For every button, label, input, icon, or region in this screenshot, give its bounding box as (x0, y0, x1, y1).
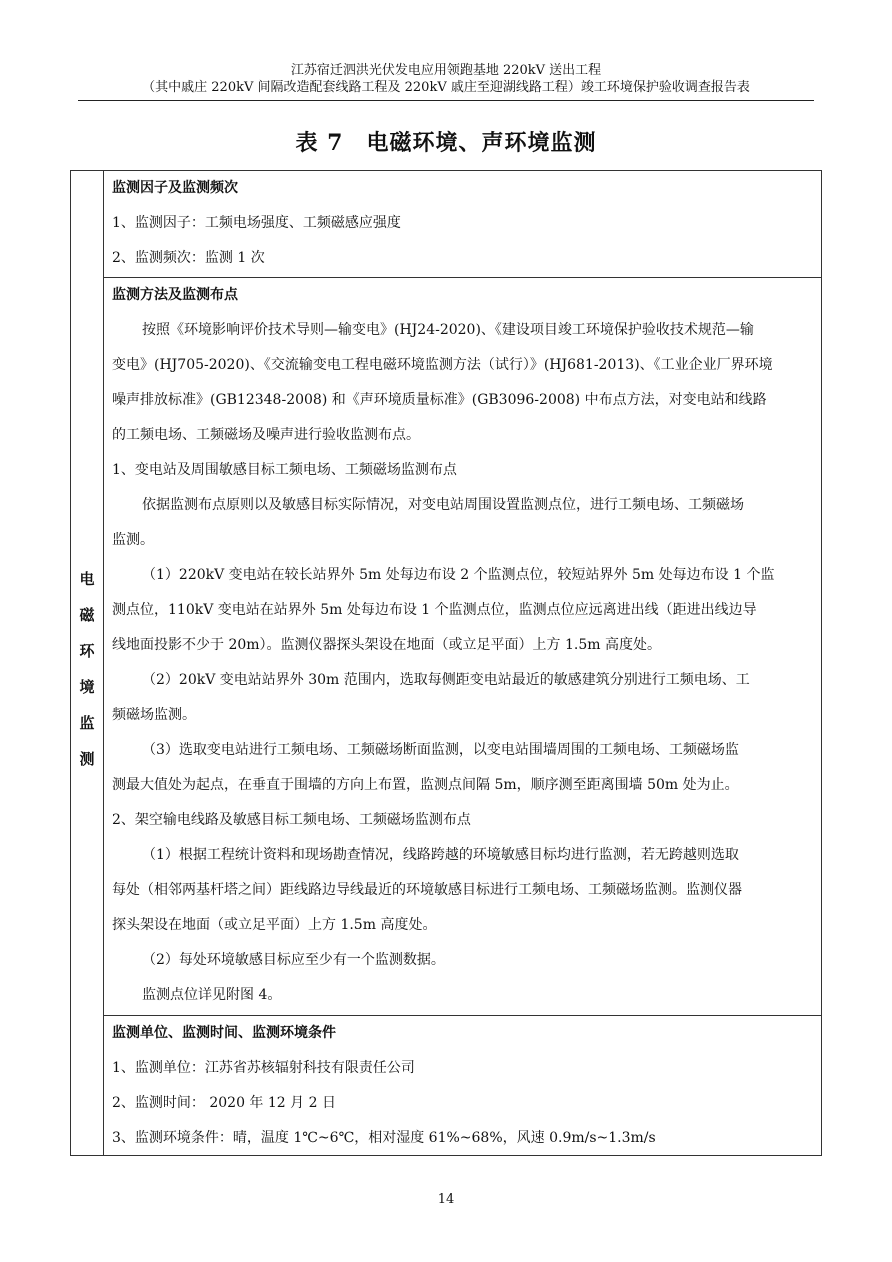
header-line-2: （其中戚庄 220kV 间隔改造配套线路工程及 220kV 戚庄至迎湖线路工程）竣工环境保护验收调查报告表 (142, 80, 750, 95)
text-line: （3）选取变电站进行工频电场、工频磁场断面监测，以变电站围墙周围的工频电场、工频磁场监 (142, 742, 739, 758)
text-line: （2）20kV 变电站站界外 30m 范围内，选取每侧距变电站最近的敏感建筑分别进行工频电场、工 (142, 672, 750, 688)
text-line: 每处（相邻两基杆塔之间）距线路边导线最近的环境敏感目标进行工频电场、工频磁场监测。监测仪器 (112, 882, 742, 898)
text-line: （1）220kV 变电站在较长站界外 5m 处每边布设 2 个监测点位，较短站界外 5m 处每边布设 1 个监 (142, 567, 775, 583)
section-heading: 监测方法及监测布点 (112, 287, 238, 303)
text-line: 监测点位详见附图 4。 (142, 987, 282, 1003)
text-line: 频磁场监测。 (112, 707, 196, 723)
text-line: 的工频电场、工频磁场及噪声进行验收监测布点。 (112, 427, 420, 443)
text-line: 2、监测时间： 2020 年 12 月 2 日 (112, 1095, 336, 1111)
section-factors (104, 171, 822, 276)
text-line: 依据监测布点原则以及敏感目标实际情况，对变电站周围设置监测点位，进行工频电场、工频磁场 (142, 497, 744, 513)
side-label-char: 磁 (79, 606, 95, 624)
text-line: 探头架设在地面（或立足平面）上方 1.5m 高度处。 (112, 917, 437, 933)
section-heading: 监测单位、监测时间、监测环境条件 (112, 1025, 336, 1041)
header-line-1: 江苏宿迁泗洪光伏发电应用领跑基地 220kV 送出工程 (290, 63, 602, 78)
text-line: 测点位，110kV 变电站在站界外 5m 处每边布设 1 个监测点位，监测点位应远离进出线（距进出线边导 (112, 602, 757, 618)
report-header (0, 62, 892, 96)
text-line: 3、监测环境条件：晴，温度 1℃~6℃，相对湿度 61%~68%，风速 0.9m/s~1.3m/s (112, 1130, 656, 1146)
text-line: 2、架空输电线路及敏感目标工频电场、工频磁场监测布点 (112, 812, 471, 828)
monitoring-table (70, 170, 822, 1156)
side-label-char: 电 (79, 570, 95, 588)
section-heading: 监测因子及监测频次 (112, 180, 238, 196)
side-label-column (71, 171, 104, 1155)
page-number: 14 (437, 1192, 455, 1207)
side-label-char: 监 (79, 714, 95, 732)
text-line: 2、监测频次：监测 1 次 (112, 250, 265, 266)
header-rule (78, 100, 814, 101)
page-title: 表 7 电磁环境、声环境监测 (295, 130, 597, 156)
text-line: （2）每处环境敏感目标应至少有一个监测数据。 (142, 952, 445, 968)
side-label (71, 561, 103, 777)
text-line: 噪声排放标准》(GB12348-2008) 和《声环境质量标准》(GB3096-2008) 中布点方法，对变电站和线路 (112, 392, 767, 408)
text-line: （1）根据工程统计资料和现场勘查情况，线路跨越的环境敏感目标均进行监测，若无跨越则选取 (142, 847, 739, 863)
text-line: 监测。 (112, 532, 154, 548)
text-line: 1、变电站及周围敏感目标工频电场、工频磁场监测布点 (112, 462, 457, 478)
section-conditions (104, 1016, 822, 1156)
text-line: 变电》(HJ705-2020)、《交流输变电工程电磁环境监测方法（试行）》(HJ681-2013)、《工业企业厂界环境 (112, 357, 773, 373)
side-label-char: 环 (79, 642, 95, 660)
text-line: 1、监测因子：工频电场强度、工频磁感应强度 (112, 215, 401, 231)
text-line: 按照《环境影响评价技术导则—输变电》(HJ24-2020)、《建设项目竣工环境保护验收技术规范—输 (142, 322, 754, 338)
text-line: 测最大值处为起点，在垂直于围墙的方向上布置，监测点间隔 5m，顺序测至距离围墙 50m 处为止。 (112, 777, 739, 793)
text-line: 线地面投影不少于 20m）。监测仪器探头架设在地面（或立足平面）上方 1.5m 高度处。 (112, 637, 661, 653)
text-line: 1、监测单位：江苏省苏核辐射科技有限责任公司 (112, 1060, 415, 1076)
section-methods (104, 278, 822, 1013)
side-label-char: 境 (79, 678, 95, 696)
side-label-char: 测 (79, 750, 95, 768)
